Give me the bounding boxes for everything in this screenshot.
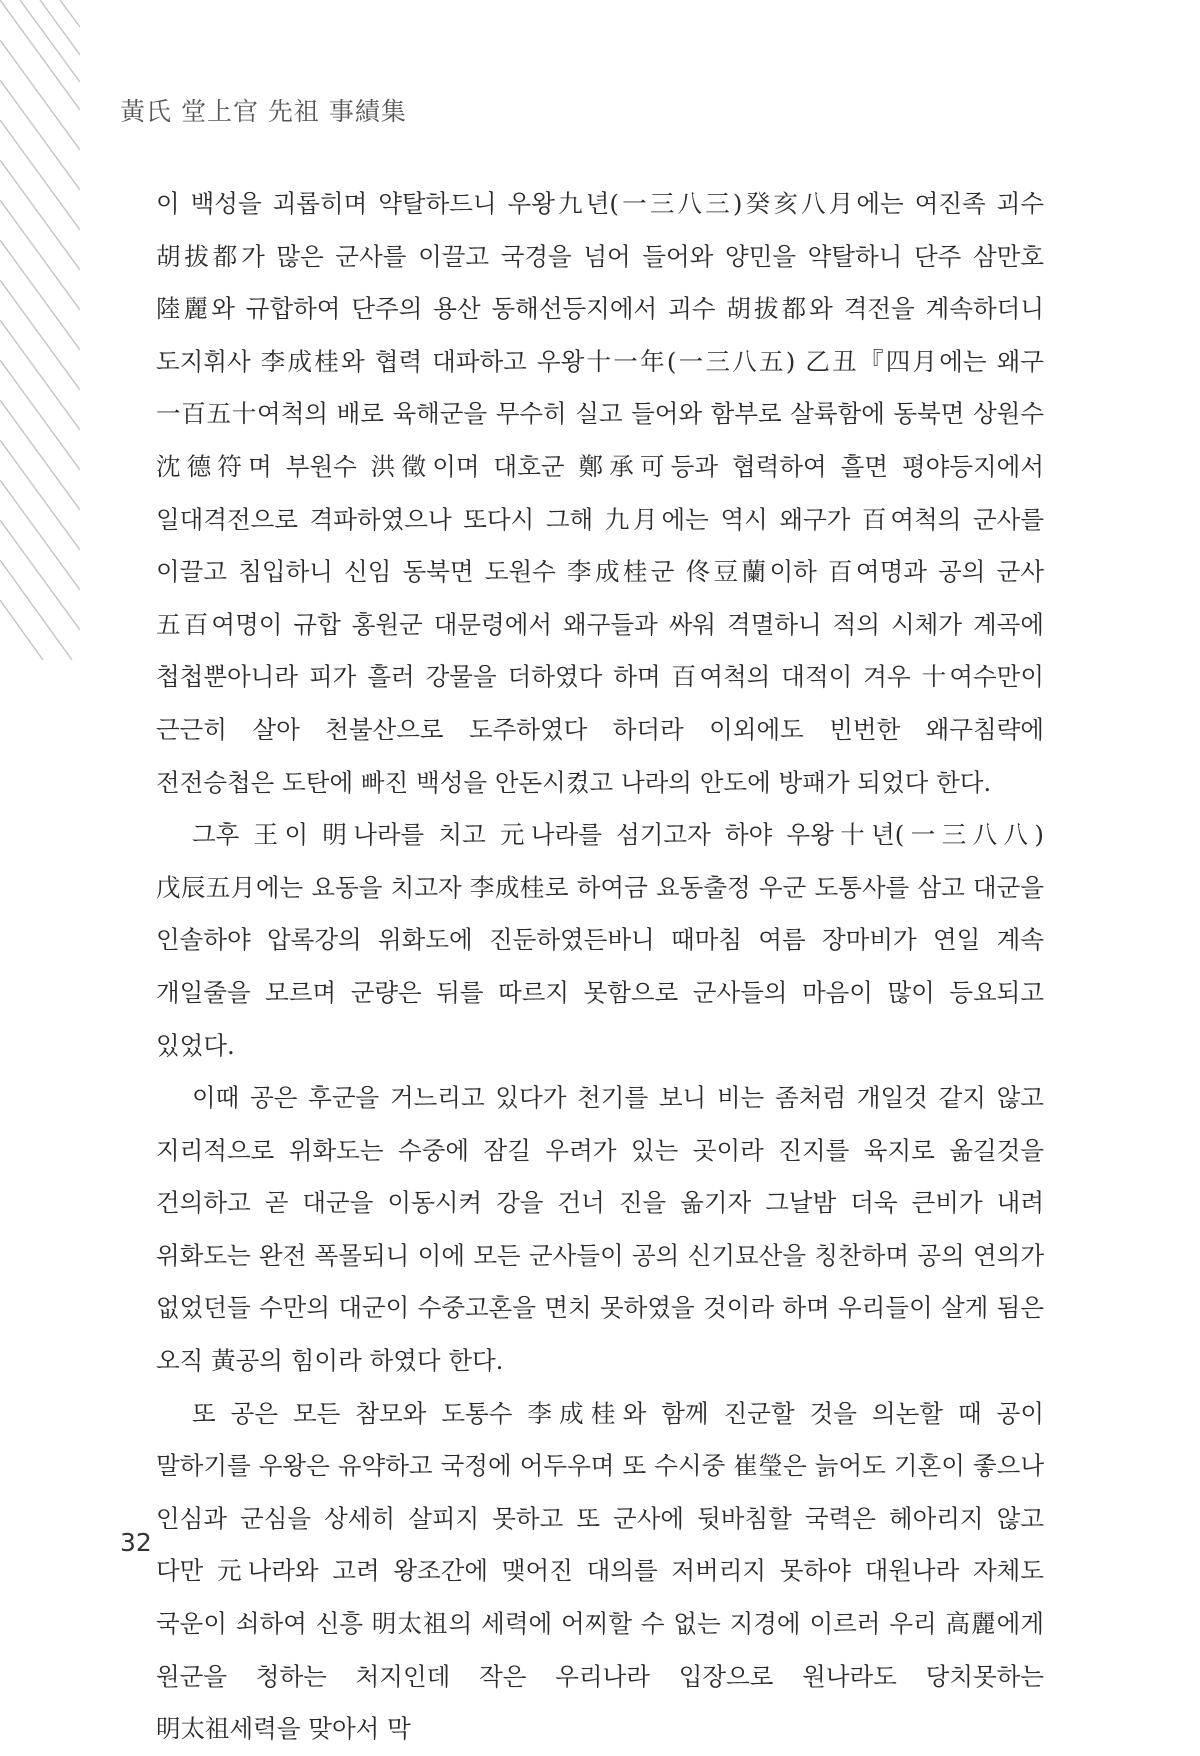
running-header: 黃氏 堂上官 先祖 事績集: [120, 97, 407, 126]
page-number: 32: [120, 1528, 152, 1557]
paragraph: 그후 王이 明나라를 치고 元나라를 섬기고자 하야 우왕十년(一三八八)戊辰五月에는 요동을 치고자 李成桂로 하여금 요동출정 우군 도통사를 삼고 대군을 인솔하야 압록강의 위화도에 진둔하였든바니 때마침 여름 장마비가 연일 계속 개일줄을 모르며 군량은 뒤를 따르지 못함으로 군사들의 마음이 많이 등요되고 있었다.: [156, 820, 1044, 1060]
paragraph: 또 공은 모든 참모와 도통수 李成桂와 함께 진군할 것을 의논할 때 공이 말하기를 우왕은 유약하고 국정에 어두우며 또 수시중 崔瑩은 늙어도 기혼이 좋으나 인심과 군심을 상세히 살피지 못하고 또 군사에 뒷바침할 국력은 헤아리지 않고 다만 元나라와 고려 왕조간에 맺어진 대의를 저버리지 못하야 대원나라 자체도 국운이 쇠하여 신흥 明太祖의 세력에 어찌할 수 없는 지경에 이르러 우리 高麗에게 원군을 청하는 처지인데 작은 우리나라 입장으로 원나라도 당치못하는 明太祖세력을 맞아서 막: [156, 1398, 1044, 1744]
decorative-corner-lines: [0, 0, 80, 660]
paragraph: 이때 공은 후군을 거느리고 있다가 천기를 보니 비는 좀처럼 개일것 같지 않고 지리적으로 위화도는 수중에 잠길 우려가 있는 곳이라 진지를 육지로 옮길것을 건의하고 곧 대군을 이동시켜 강을 건너 진을 옮기자 그날밤 더욱 큰비가 내려 위화도는 완전 폭몰되니 이에 모든 군사들이 공의 신기묘산을 칭찬하며 공의 연의가 없었던들 수만의 대군이 수중고혼을 면치 못하였을 것이라 하며 우리들이 살게 됨은 오직 黃공의 힘이라 하였다 한다.: [156, 1083, 1044, 1376]
body-text: [156, 178, 1044, 1756]
paragraph: 이 백성을 괴롭히며 약탈하드니 우왕九년(一三八三)癸亥八月에는 여진족 괴수 胡拔都가 많은 군사를 이끌고 국경을 넘어 들어와 양민을 약탈하니 단주 삼만호 陸麗와 규합하여 단주의 용산 동해선등지에서 괴수 胡拔都와 격전을 계속하더니 도지휘사 李成桂와 협력 대파하고 우왕十一年(一三八五) 乙丑『四月에는 왜구 一百五十여척의 배로 육해군을 무수히 실고 들어와 함부로 살륙함에 동북면 상원수 沈德符며 부원수 洪徵이며 대호군 鄭承可등과 협력하여 흘면 평야등지에서 일대격전으로 격파하였으나 또다시 그해 九月에는 역시 왜구가 百여척의 군사를 이끌고 침입하니 신임 동북면 도원수 李成桂군 佟豆蘭이하 百여명과 공의 군사 五百여명이 규합 홍원군 대문령에서 왜구들과 싸워 격멸하니 적의 시체가 계곡에 첩첩뿐아니라 피가 흘러 강물을 더하였다 하며 百여척의 대적이 겨우 十여수만이 근근히 살아 천불산으로 도주하였다 하더라 이외에도 빈번한 왜구침략에 전전승첩은 도탄에 빠진 백성을 안돈시켰고 나라의 안도에 방패가 되었다 한다.: [156, 189, 1044, 797]
